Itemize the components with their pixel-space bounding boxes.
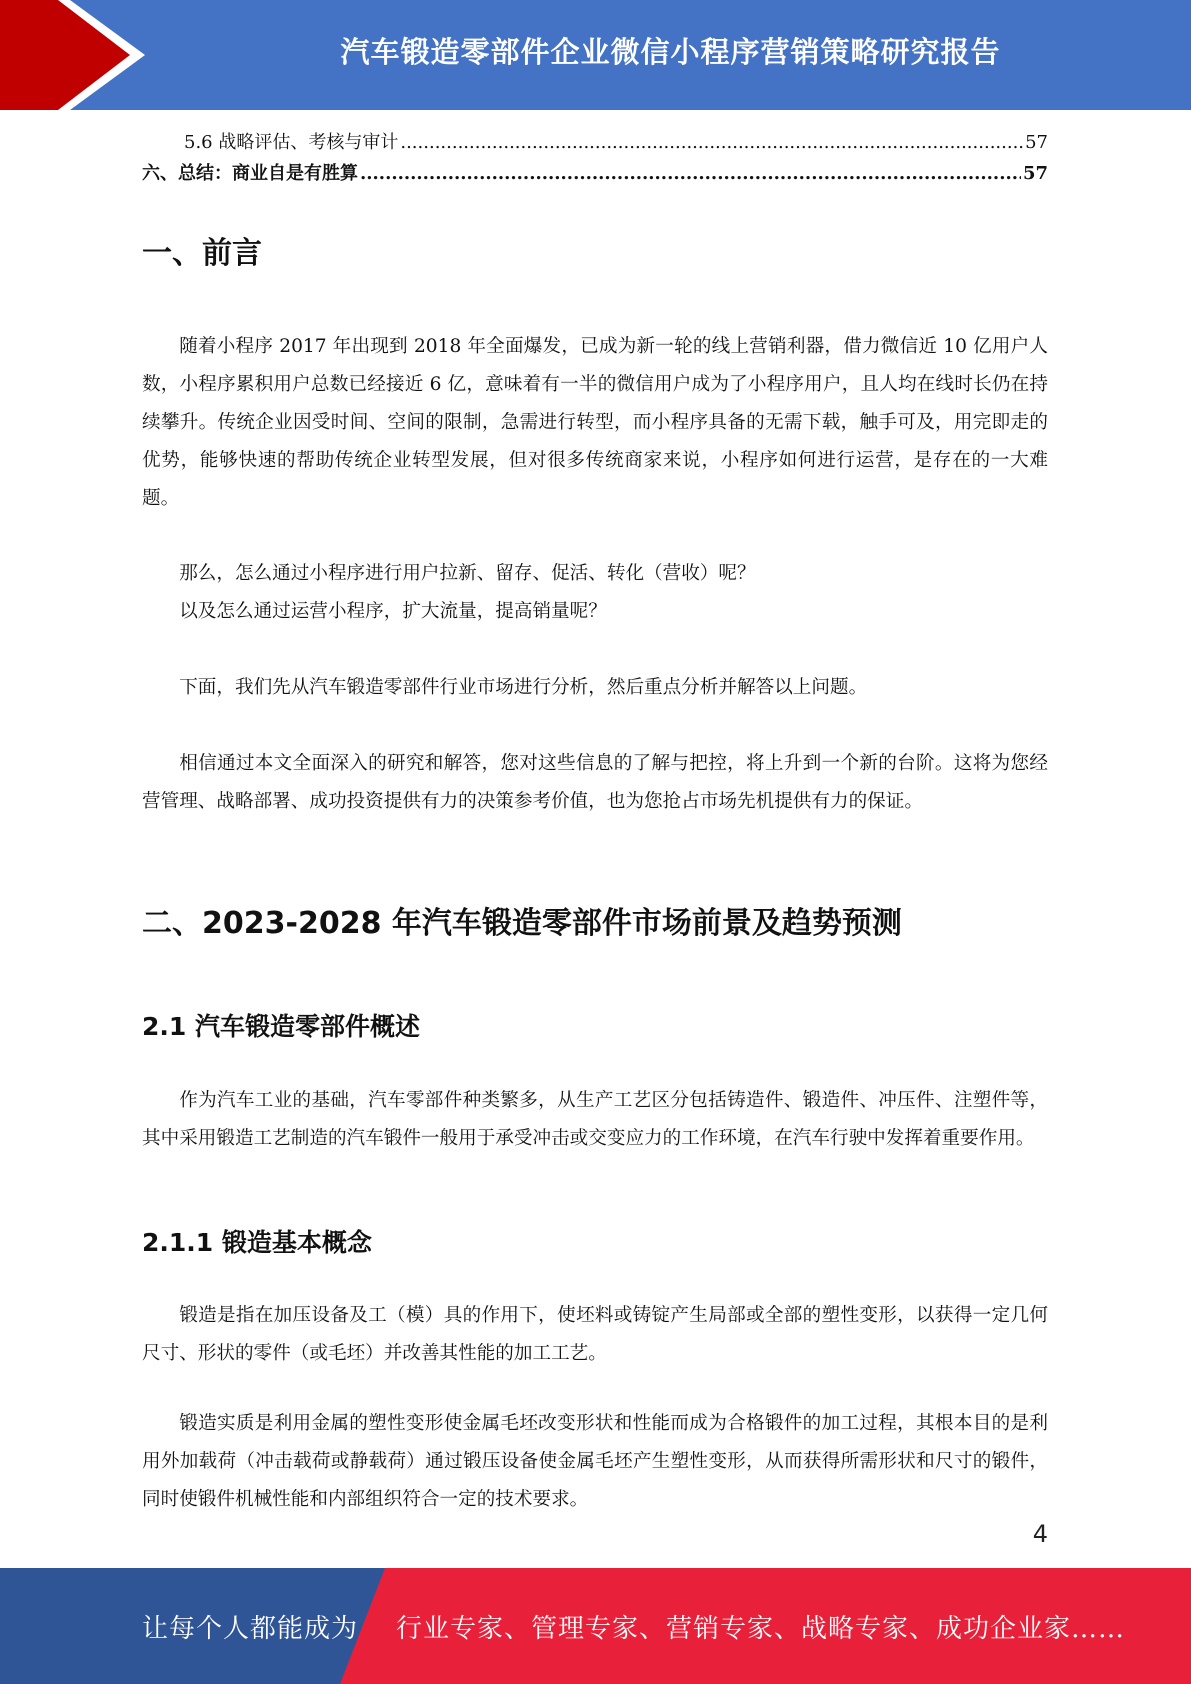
subsection-heading: 2.1.1 锻造基本概念	[142, 1228, 372, 1257]
body-paragraph: 随着小程序 2017 年出现到 2018 年全面爆发，已成为新一轮的线上营销利器，借力微信近 10 亿用户人数，小程序累积用户总数已经接近 6 亿，意味着有一半的微信用户成为了小程序用户，且人均在线时长仍在持续攀升。传统企业因受时间、空间的限制，急需进行转型，而小程序具备的无需下载，触手可及，用完即走的优势，能够快速的帮助传统企业转型发展，但对很多传统商家来说，小程序如何进行运营，是存在的一大难题。	[142, 336, 1048, 509]
footer-slogan-left: 让每个人都能成为	[142, 1613, 359, 1644]
toc-entry-label: 5.6 战略评估、考核与审计	[184, 132, 399, 153]
toc-leader-dots	[360, 161, 1021, 187]
body-paragraph: 锻造是指在加压设备及工（模）具的作用下，使坯料或铸锭产生局部或全部的塑性变形，以获得一定几何尺寸、形状的零件（或毛坯）并改善其性能的加工工艺。	[142, 1305, 1048, 1364]
subsection-heading: 2.1 汽车锻造零部件概述	[142, 1012, 420, 1041]
header-chevron-graphic	[0, 0, 160, 110]
body-paragraph: 下面，我们先从汽车锻造零部件行业市场进行分析，然后重点分析并解答以上问题。	[179, 677, 868, 698]
body-paragraph: 以及怎么通过运营小程序，扩大流量，提高销量呢？	[179, 601, 607, 622]
body-paragraph: 相信通过本文全面深入的研究和解答，您对这些信息的了解与把控，将上升到一个新的台阶。这将为您经营管理、战略部署、成功投资提供有力的决策参考价值，也为您抢占市场先机提供有力的保证。	[142, 753, 1048, 812]
section-heading: 二、2023-2028 年汽车锻造零部件市场前景及趋势预测	[142, 906, 902, 941]
page-number: 4	[1032, 1520, 1048, 1548]
header-band	[0, 0, 1191, 110]
toc-entry[interactable]	[142, 130, 1048, 156]
document-title: 汽车锻造零部件企业微信小程序营销策略研究报告	[340, 34, 1001, 69]
toc-leader-dots	[400, 130, 1023, 156]
footer-slogan-right: 行业专家、管理专家、营销专家、战略专家、成功企业家……	[396, 1613, 1126, 1644]
footer-banner	[0, 1568, 1191, 1684]
body-paragraph: 锻造实质是利用金属的塑性变形使金属毛坯改变形状和性能而成为合格锻件的加工过程，其根本目的是利用外加载荷（冲击载荷或静载荷）通过锻压设备使金属毛坯产生塑性变形，从而获得所需形状和尺寸的锻件，同时使锻件机械性能和内部组织符合一定的技术要求。	[142, 1413, 1048, 1510]
section-heading: 一、前言	[142, 236, 262, 271]
toc-entry-label: 六、总结：商业自是有胜算	[142, 163, 358, 184]
toc-entry[interactable]	[142, 161, 1048, 187]
body-paragraph: 作为汽车工业的基础，汽车零部件种类繁多，从生产工艺区分包括铸造件、锻造件、冲压件、注塑件等，其中采用锻造工艺制造的汽车锻件一般用于承受冲击或交变应力的工作环境，在汽车行驶中发挥着重要作用。	[142, 1090, 1048, 1149]
toc-entry-page: 57	[1022, 163, 1048, 184]
body-paragraph: 那么，怎么通过小程序进行用户拉新、留存、促活、转化（营收）呢？	[179, 563, 756, 584]
toc-entry-page: 57	[1025, 132, 1048, 153]
